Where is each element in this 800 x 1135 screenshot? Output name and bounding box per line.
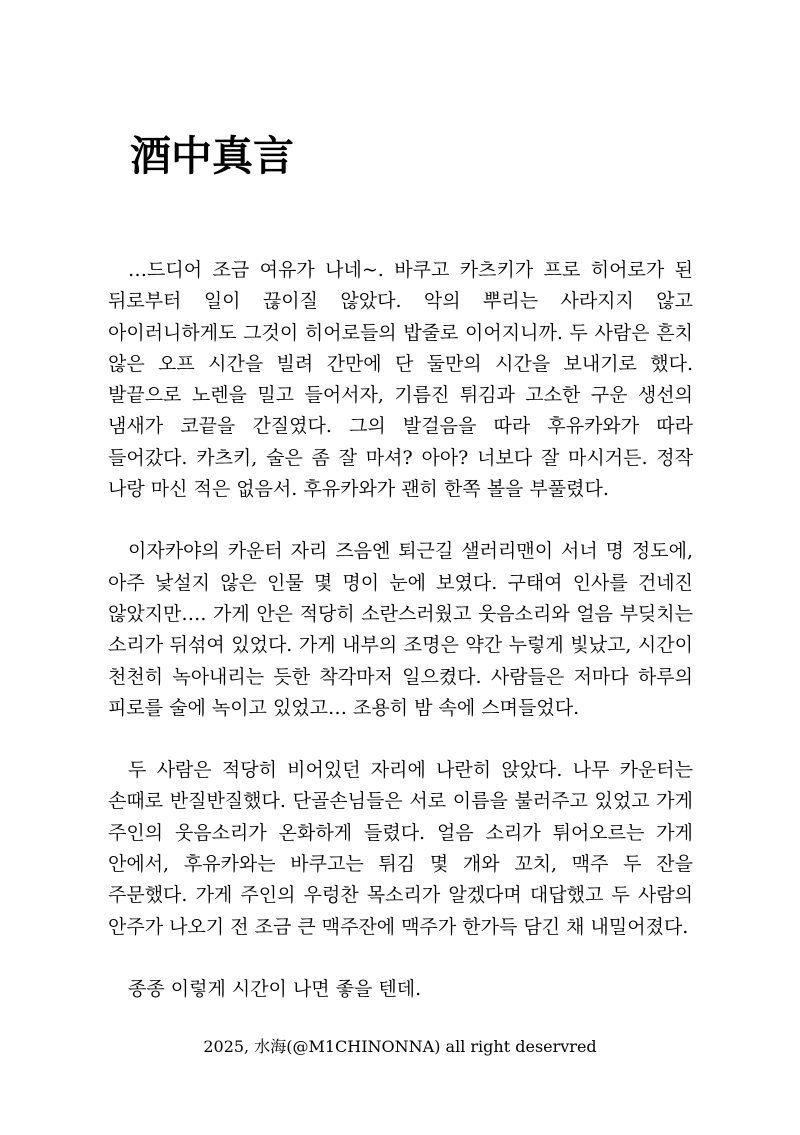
document-title: 酒中真言 [130, 132, 294, 180]
story-body [108, 255, 693, 1005]
paragraph-3: 두 사람은 적당히 비어있던 자리에 나란히 앉았다. 나무 카운터는 손때로 반질반질했다. 단골손님들은 서로 이름을 불러주고 있었고 가게 주인의 웃음소리가 온화하게 들렸다. 얼음 소리가 튀어오르는 가게 안에서, 후유카와는 바쿠고는 튀김 몇 개와 꼬치, 맥주 두 잔을 주문했다. 가게 주인의 우렁찬 목소리가 알겠다며 대답했고 두 사람의 안주가 나오기 전 조금 큰 맥주잔에 맥주가 한가득 담긴 채 내밀어졌다. [108, 759, 693, 938]
paragraph-gap [108, 724, 693, 755]
copyright-footer: 2025, 水海(@M1CHINONNA) all right deservred [203, 1037, 597, 1056]
paragraph-2: 이자카야의 카운터 자리 즈음엔 퇴근길 샐러리맨이 서너 명 정도에, 아주 낯설지 않은 인물 몇 명이 눈에 보였다. 구태여 인사를 건네진 않았지만…. 가게 안은 적당히 소란스러웠고 웃음소리와 얼음 부딪치는 소리가 뒤섞여 있었다. 가게 내부의 조명은 약간 누렇게 빛났고, 시간이 천천히 녹아내리는 듯한 착각마저 일으켰다. 사람들은 저마다 하루의 피로를 술에 녹이고 있었고… 조용히 밤 속에 스며들었다. [108, 540, 693, 719]
paragraph-1: …드디어 조금 여유가 나네~. 바쿠고 카츠키가 프로 히어로가 된 뒤로부터 일이 끊이질 않았다. 악의 뿌리는 사라지지 않고 아이러니하게도 그것이 히어로들의 밥줄로 이어지니까. 두 사람은 흔치 않은 오프 시간을 빌려 간만에 단 둘만의 시간을 보내기로 했다. 발끝으로 노렌을 밀고 들어서자, 기름진 튀김과 고소한 구운 생선의 냄새가 코끝을 간질였다. 그의 발걸음을 따라 후유카와가 따라 들어갔다. 카츠키, 술은 좀 잘 마셔? 아아? 너보다 잘 마시거든. 정작 나랑 마신 적은 없음서. 후유카와가 괜히 한쪽 볼을 부풀렸다. [108, 259, 693, 501]
paragraph-gap [108, 943, 693, 974]
paragraph-4: 종종 이렇게 시간이 나면 좋을 텐데. [128, 977, 422, 1000]
paragraph-gap [108, 505, 693, 536]
